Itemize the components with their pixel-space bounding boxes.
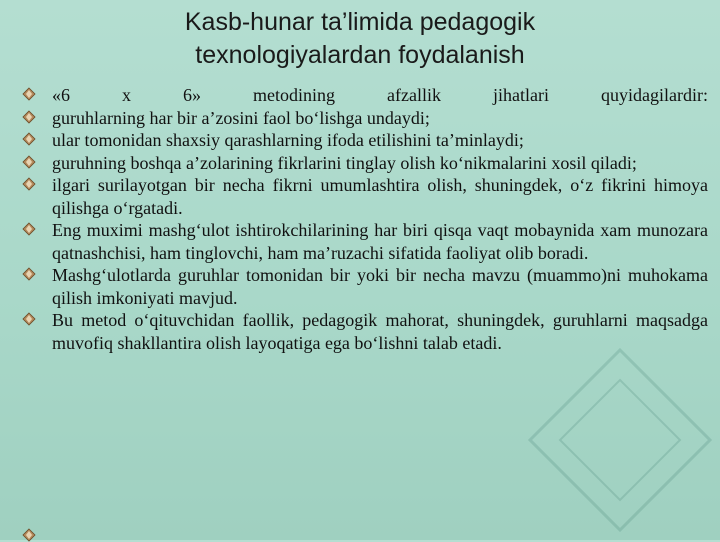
bullet-item: [22, 219, 708, 264]
bullet-item: [22, 152, 708, 175]
diamond-bullet-icon: [22, 132, 36, 146]
bullet-text: ular tomonidan shaxsiy qarashlarning ifoda etilishini ta’minlaydi;: [52, 130, 524, 150]
bullet-text: Eng muximi mashg‘ulot ishtirokchilarining har biri qisqa vaqt mobaynida xam munozara qatnashchisi, ham tinglovchi, ham ma’ruzachi sifatida faoliyat olib boradi.: [52, 220, 708, 263]
bullet-list: [22, 84, 708, 354]
bullet-text: Mashg‘ulotlarda guruhlar tomonidan bir yoki bir necha mavzu (muammo)ni muhokama qilish imkoniyati mavjud.: [52, 265, 708, 308]
bullet-text: «6 x 6» metodining afzallik jihatlari quyidagilardir:: [52, 85, 708, 105]
bullet-text: Bu metod o‘qituvchidan faollik, pedagogik mahorat, shuningdek, guruhlarni maqsadga muvofiq shakllantira olish layoqatiga ega bo‘lishni talab etadi.: [52, 310, 708, 353]
bullet-item: [22, 129, 708, 152]
bullet-item: [22, 107, 708, 130]
bullet-item: [22, 309, 708, 354]
slide-title-line-2: texnologiyalardan foydalanish: [195, 41, 525, 69]
bullet-text: guruhning boshqa a’zolarining fikrlarini tinglay olish ko‘nikmalarini xosil qiladi;: [52, 152, 637, 173]
bullet-item: [22, 264, 708, 309]
slide-title: [0, 6, 720, 72]
diamond-bullet-icon: [22, 267, 36, 281]
diamond-bullet-icon: [22, 177, 36, 191]
diamond-bullet-icon: [22, 222, 36, 236]
bullet-item: [22, 84, 708, 107]
background-pattern: [520, 340, 720, 540]
slide-title-line-1: Kasb-hunar ta’limida pedagogik: [184, 8, 536, 36]
diamond-bullet-icon: [22, 155, 36, 169]
bullet-text: ilgari surilayotgan bir necha fikrni umumlashtira olish, shuningdek, o‘z fikrini himoya qilishga o‘rgatadi.: [52, 175, 708, 218]
diamond-bullet-icon: [22, 110, 36, 124]
diamond-bullet-icon: [22, 312, 36, 326]
diamond-bullet-icon: [22, 87, 36, 101]
bullet-text: guruhlarning har bir a’zosini faol bo‘lishga undaydi;: [52, 107, 430, 128]
bullet-item: [22, 174, 708, 219]
